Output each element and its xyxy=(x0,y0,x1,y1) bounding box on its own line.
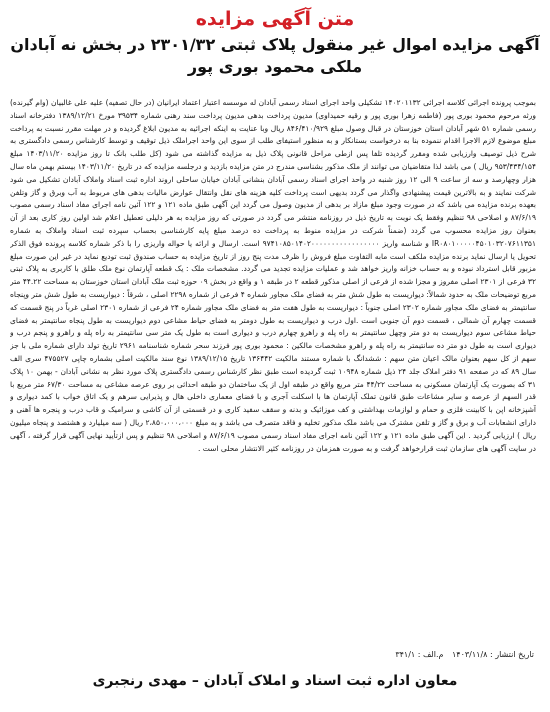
signature-line: معاون اداره ثبت اسناد و املاک آبادان – مهدی رنجبری xyxy=(92,673,458,689)
body-paragraph-regulation: این آگهی طبق ماده ۱۲۱ و ۱۲۲ آئین نامه اجرای مفاد اسناد رسمی مصوب ۸۷/۶/۱۹ و اصلاحی ۹۸ تنظیم و پس ازتأیید نهایی آگهی قرار گرفته ، آگهی در سایت آگهی های سازمان ثبت قرارخواهد گرفت و به صورت همزمان در روزنامه کثیر الانتشار محلی است . xyxy=(10,430,536,453)
body-paragraph-property-boundaries: مشخصات ملک : یک قطعه آپارتمان نوع ملک طلق با کاربری به پلاک ثبتی ۳۲ فرعی از ۲۳۰۱ اصلی مفروز و مجزا شده از فرعی از اصلی مذکور قطعه ۲ در طبقه ۱ و واقع در بخش ۰۹ حوزه ثبت ملک آبادان استان خوزستان به مساحت ۴۴.۲۲ متر مربع توضیحات ملک به حدود شمالاً: دیواریست به طول شش متر به فضای ملک مجاور شماره ۴ فرعی از شماره ۲۲۹۸ اصلی ، شرقاً : دیواریست به طول شش متر وپنجاه سانتیمتر به فضای ملک مجاور شماره ۲۳۰۲ اصلی جنوباً : دیواریست به طول هفت متر به فضای ملک مجاور شماره ۲۴ فرعی از شماره ۲۳۰۱ اصلی غرباً در پنج قسمت که قسمت چهارم آن شمالی ، قسمت دوم آن جنوبی است .اول درب و دیواریست به طول دومتر به فضای حیاط مشاعی دوم دیواریست به طول پنجاه سانتیمتر به فضای حیاط مشاعی سوم دیواریست به دو متر وچهل سانتیمتر به راه پله و راهرو چهارم درب و دیواری است به طول یک متر سی سانتیمتر به راه پله و راهرو و پنجم درب و دیواری است به طول دو متر ده سانتیمتر به راه پله و راهرو xyxy=(10,264,536,351)
subtitle-line-1: آگهی مزایده اموال غیر منقول پلاک ثبتی ۲۳۰۱/۳۲ در بخش نه آبادان xyxy=(10,35,540,54)
body-paragraph-owners-appraisal: مشخصات مالکین : محمود بوری پور فرزند سحر شماره شناسنامه ۲۹۶۱ تاریخ تولد دارای شماره ملی با جز سهم از کل سهم بعنوان مالک اعیان متن سهم : ششدانگ با شماره مستند مالکیت ۱۳۶۴۴۲ تاریخ ۱۳۸۹/۱۲/۱۵ نوع سند مالکیت اصلی بشماره چاپی ۴۷۵۵۲۷ سری الف سال ۸۹ که در صفحه ۹۱ دفتر املاک جلد ۲۴ ذیل شماره ۱۰۹۴۸ ثبت گردیده است طبق نظر کارشناس رسمی دادگستری پلاک مورد نظر به نشانی آبادان - بهمن ۱۰ پلاک ۳۱ که بصورت یک آپارتمان مسکونی به مساحت ۴۴/۲۲ متر مربع واقع در طبقه اول از یک ساختمان دو طبقه احداثی بر روی عرصه مشاعی به مساحت ۶۷/۳۰ متر مربع با قدر السهم از عرصه و سایر مشاعات طبق قانون تملک آپارتمان ها با اسکلت آجری و با فضای معماری داخلی هال و پذیرایی سرهم و یک اتاق خواب با کمد دیواری و آشپزخانه اپن با کابینت فلزی و حمام و لوازمات بهداشتی و کف موزائیک و بدنه و سقف سفید کاری و در قسمتی از آن کاشی و سرامیک و قاب درب و پنجره ها آهنی و دارای انشعابات آب و برق و گاز و تلفن مشترک می باشد ملک مذکور تخلیه و فاقد متصرف می باشد و به مبلغ ۲،۸۵۰،۰۰۰،۰۰۰ ریال ( سه میلیارد و هشتصد و پنجاه میلیون ریال ) ارزیابی گردید . xyxy=(10,341,536,440)
notice-number: م.الف : ۳۴۱/۱ xyxy=(395,650,444,659)
publish-info xyxy=(389,649,534,661)
publish-date: تاریخ انتشار : ۱۴۰۳/۱۱/۸ xyxy=(451,650,534,659)
subtitle-line-2: ملکی محمود بوری پور xyxy=(187,57,363,76)
notice-body xyxy=(10,97,536,645)
notice-title: متن آگهی مزایده xyxy=(195,8,355,30)
notice-subtitle xyxy=(10,34,540,78)
body-paragraph-proceedings: بموجب پرونده اجرائی کلاسه اجرائی ۱۴۰۲۰۱۱۳۲ تشکیلی واحد اجرای اسناد رسمی آبادان له موسسه اعتبار اعتماد ایرانیان (در حال تصفیه) علیه علی غالبیان (وام گیرنده) ورثه مرحوم محمود بوری پور (فاطمه زهرا بوری پور و رقیه حمیداوی) مدیون پرداخت بدهی مدیون پرداخت سند رهنی شماره ۳۹۵۳۴ مورخ ۱۳۸۹/۱۲/۲۱ دفترخانه اسناد رسمی شماره ۵۱ شهر آبادان استان خوزستان در قبال وصول مبلغ ۸۴۶/۴۱۰/۹۲۹ ریال وبا عنایت به اینکه اجرائیه به مدیون ابلاغ گردیده و در مهلت مقرر نسبت به پرداخت مبلغ موضوع لازم الاجرا اقدام ننموده بنا به درخواست بستانکار و به منظور استیفای طلب از سوی این واحد اجراملک ذیل توقیف و توسط کارشناس رسمی دادگستری به شرح ذیل توصیف وارزیابی شده ومقرر گردیده تلفا پس ازطی مراحل قانونی پلاک ذیل به مزایده گذاشته می شود (کل طلب بانک تا روز مزایده ۱۴۰۳/۱۱/۲۰ مبلغ ۹۵۳/۴۳۴/۱۵۴ ریال ) می باشد لذا متقاضیان می توانند از ملک مذکور بشناسی مندرج در متن مزایده بازدید و درجلسه مزایده که در تاریخ ۱۴۰۳/۱۱/۲۰ بیستم بهمن ماه سال هزار وچهارصد و سه از ساعت ۹ الی ۱۲ روز شنبه در واحد اجرای اسناد رسمی آبادان بنشانی آبادان خیابان ساحلی اروند اداره ثبت اسناد واملاک آبادان تشکیل می شود شرکت نمایند و به بالاترین قیمت پیشنهادی واگذار می گردد بدیهی است پرداخت کلیه هزینه های نقل وانتقال عوارض مالیات بدهی های مربوط به آب وبرق و گاز وتلفن بعهده برنده مزایده می باشد که در صورت وجود مبلغ مازاد بر بدهی از مدیون وصول می گردد این آگهی طبق ماده ۱۲۱ و ۱۲۲ آئین نامه اجرای مفاد اسناد رسمی مصوب ۸۷/۶/۱۹ و اصلاحی ۹۸ تنظیم وفقط یک نوبت به تاریخ ذیل در روزنامه منتشر می گردد در صورتی که روز مزایده به هر دلیلی تعطیل اعلام شد اولین روز کاری بعد از آن بعنوان روز مزایده محسوب می گردد (ضمناً شرکت در مزایده منوط به پرداخت ده درصد مبلغ پایه کارشناسی بحساب سپرده ثبت اسناد واملاک به شماره IR۰۸۰۱۰۰۰۰۰۴۵۰۱۰۳۲۰۷۶۱۱۳۵۱ و شناسه واریز ۹۷۴۱۰۸۵۰۱۴۰۲۰۰۰۰۰۰۰۰۰۰۰۰۰۰۰۰۰ است. ارسال و ارائه یا حواله واریزی را با ذکر شماره کلاسه پرونده فوق الذکر تحویل یا ارسال نماید برنده مزایده ملکف است مابه التفاوت مبلغ فروش را ظرف مدت پنج روز از تاریخ مزایده به حساب صندوق ثبت تودیع نماید در غیر این صورت مبلغ مزبور قابل استرداد نبوده و به حساب خزانه واریز خواهد شد و عملیات مزایده تجدید می گردد. xyxy=(10,98,536,274)
